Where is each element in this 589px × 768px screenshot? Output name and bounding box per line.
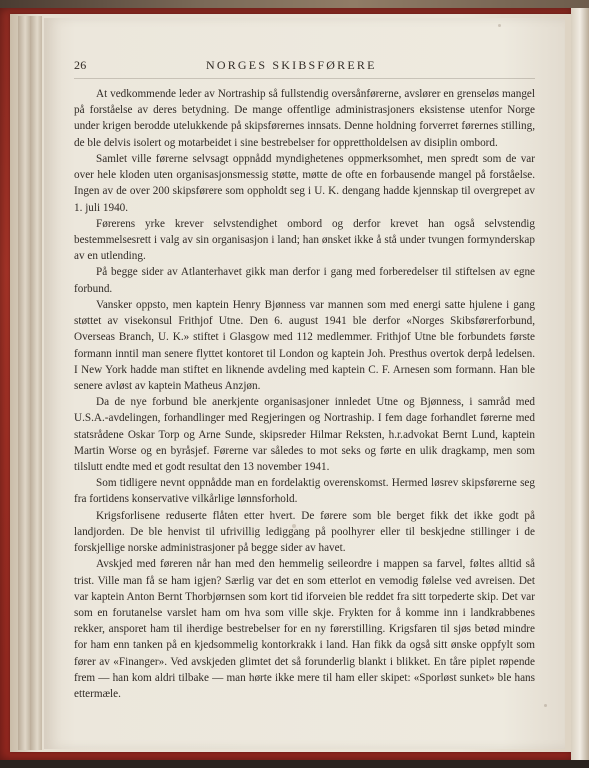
paper-speck [544,704,547,707]
paragraph: Samlet ville førerne selvsagt oppnådd myndighetenes oppmerksomhet, men spredt som de var over hele kloden uten organisasjonsmessig støtte, møtte de ofte en forbausende mangel på forståelse. Ingen av de over 200 skipsførere som oppholdt seg i U. K. dengang hadde kjennskap til overgrepet av 1. juli 1940. [74,152,535,214]
page-edge-left-2 [30,16,42,750]
page-header [74,52,535,79]
paper-speck [498,24,501,27]
page-edge-left-1 [18,16,30,750]
running-head: NORGES SKIBSFØRERE [206,58,377,72]
paragraph: Da de nye forbund ble anerkjente organisasjoner innledet Utne og Bjønness, i samråd med U.S.A.-avdelingen, forhandlinger med Regjeringen og Nortraship. I fem dage forhandlet førerne med statsrådene Oskar Torp og Arne Sunde, skipsreder Hilmar Reksten, h.r.advokat Bernt Lund, kaptein Martin Worse og en byråsjef. Førerne var således to mot seks og førte en ulik dragkamp, men som tilslutt endte med et godt resultat den 13 november 1941. [74,396,535,474]
paragraph: Førerens yrke krever selvstendighet ombord og derfor krevet han også selvstendig bestemmelsesrett i valg av sin organisasjon i land; han ønsket ikke å stå under tvungen formynderskap av en utlending. [74,217,535,263]
paragraph: Vansker oppsto, men kaptein Henry Bjønness var mannen som med energi satte hjulene i gang støttet av visekonsul Frithjof Utne. Den 6. august 1941 ble derfor «Norges Skibsførerforbund, Overseas Branch, U. K.» stiftet i Glasgow med 112 medlemmer. Frithjof Utne ble forbundets første formann inntil man senere flyttet kontoret til London og kaptein Joh. Presthus overtok derpå ledelsen. I New York hadde man stiftet en liknende avdeling med kaptein C. F. Arnesen som formann. Han ble senere avløst av kaptein Matheus Anzjøn. [74,298,535,392]
paragraph: På begge sider av Atlanterhavet gikk man derfor i gang med forberedelser til stiftelsen av egne forbund. [74,266,535,295]
page-number: 26 [74,58,87,72]
page-edge-right [571,8,589,760]
paragraph: Som tidligere nevnt oppnådde man en fordelaktig overenskomst. Hermed løsrev skipsførerne seg fra fortidens konservative vilkårlige lønnsforhold. [74,477,535,506]
page-content-area [74,52,535,702]
paragraph: Avskjed med føreren når han med den hemmelig seileordre i mappen sa farvel, føltes alltid så trist. Ville man få se ham igjen? Særlig var det en som etterlot en vemodig følelse ved avreisen. Det var kaptein Anton Bernt Thorbjørnsen som kort tid iforveien ble reddet fra sitt torpederte skip. Det var som en forutanelse varslet ham om hva som ville skje. Frykten for å komme inn i landkrabbenes rekker, ansporet ham til iherdige bestrebelser for en ny førerstilling. Krigsfaren til sjøs betød mindre for ham enn tanken på en kjedsommelig kontorkrakk i land. Han fikk da også sitt ønske oppfylt som fører av «Finanger». Ved avskjeden glimtet det så forunderlig blankt i blikket. En tåre piplet røpende frem — han kom aldri tilbake — man hørte ikke mere til ham eller skipet: «Sporløst sunket» ble hans ettermæle. [74,558,535,701]
paragraph: At vedkommende leder av Nortraship så fullstendig oversånførerne, avslører en grenseløs mangel på forståelse av deres betydning. De mange offentlige administrasjoners eksistense utenfor Norge under krigen berodde utelukkende på skipsførernes innsats. Denne holdning forverret førernes stilling, de ble delvis isolert og motarbeidet i sine bestrebelser for opprettholdelsen av disiplin ombord. [74,88,535,149]
paragraph: Krigsforlisene reduserte flåten etter hvert. De førere som ble berget fikk det ikke godt på landjorden. De ble henvist til ufrivillig lediggang på poolhyrer eller til beskjedne stillinger i de forskjellige norske administrasjoner på begge sider av havet. [74,509,535,555]
body-text [74,86,535,702]
